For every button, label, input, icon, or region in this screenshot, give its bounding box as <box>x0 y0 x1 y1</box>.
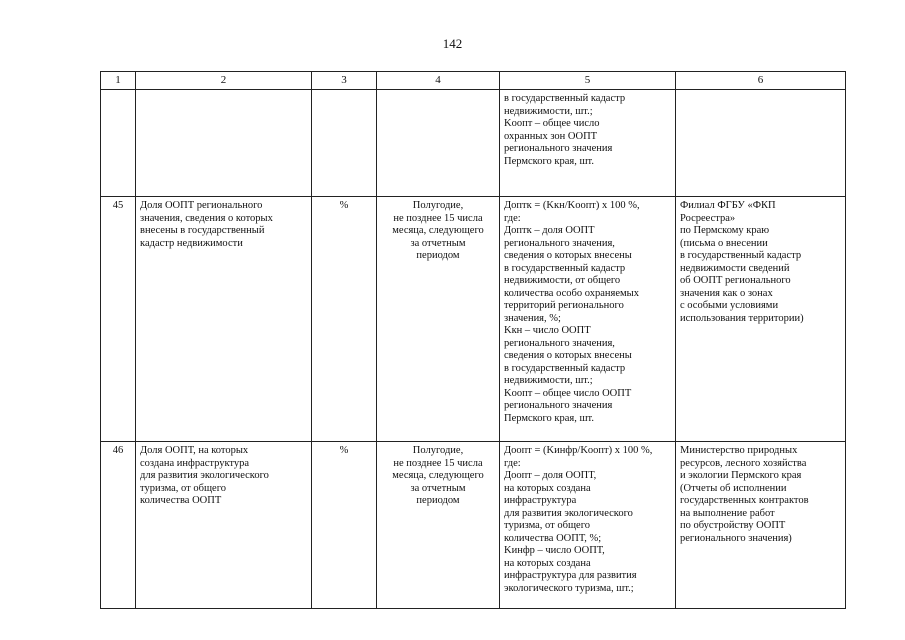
source-cell <box>676 197 846 442</box>
text-line: Доптк – доля ООПТ <box>504 225 595 236</box>
column-header: 2 <box>136 72 312 90</box>
column-header: 3 <box>312 72 377 90</box>
text-line: Полугодие, <box>412 445 464 456</box>
text-line: в государственный кадастр <box>680 250 802 261</box>
text-line: регионального значения <box>504 143 613 154</box>
text-line: об ООПТ регионального <box>680 275 791 286</box>
text-line: за отчетным <box>410 237 466 249</box>
text-line: по обустройству ООПТ <box>680 520 786 531</box>
text-line: Kоопт – общее число ООПТ <box>504 387 632 399</box>
text-line: за отчетным <box>410 482 466 494</box>
text-line: недвижимости, шт.; <box>504 375 593 386</box>
source-cell <box>676 442 846 609</box>
text-line: в государственный кадастр <box>504 93 626 104</box>
formula-cell <box>500 197 676 442</box>
text-line: Доопт – доля ООПТ, <box>504 470 597 481</box>
text-line: недвижимости, от общего <box>504 275 621 286</box>
text-line: значения, сведения о которых <box>140 212 273 224</box>
text-line: Доля ООПТ регионального <box>140 200 263 211</box>
text-line: значения, %; <box>504 312 561 324</box>
text-line: периодом <box>416 495 460 506</box>
text-line: сведения о которых внесены <box>504 250 632 261</box>
period-cell <box>377 197 500 442</box>
text-line: охранных зон ООПТ <box>504 130 598 142</box>
text-line: и экологии Пермского края <box>680 470 802 481</box>
column-header: 1 <box>101 72 136 90</box>
text-line: количества ООПТ <box>140 495 222 506</box>
text-line: Министерство природных <box>680 445 798 456</box>
text-line: на которых создана <box>504 482 591 494</box>
text-line: Kинфр – число ООПТ, <box>504 545 605 556</box>
unit-cell <box>312 197 377 442</box>
row-number-cell <box>101 442 136 609</box>
text-line: не позднее 15 числа <box>393 212 483 224</box>
text-line: количества особо охраняемых <box>504 287 639 299</box>
text-line: (Отчеты об исполнении <box>680 482 787 494</box>
text-line: регионального значения, <box>504 337 615 349</box>
text-line: внесены в государственный <box>140 225 265 236</box>
text-line: для развития экологического <box>140 470 269 481</box>
formula-cell <box>500 90 676 197</box>
text-line: для развития экологического <box>504 507 633 519</box>
text-line: периодом <box>416 250 460 261</box>
column-header: 6 <box>676 72 846 90</box>
text-line: Доля ООПТ, на которых <box>140 445 249 456</box>
text-line: сведения о которых внесены <box>504 350 632 361</box>
table-row <box>101 197 846 442</box>
text-line: Доптк = (Kкн/Kоопт) x 100 %, <box>504 200 640 211</box>
column-header: 4 <box>377 72 500 90</box>
period-cell <box>377 442 500 609</box>
text-line: Росреестра» <box>680 212 736 224</box>
indicators-table <box>100 71 846 609</box>
text-line: Филиал ФГБУ «ФКП <box>680 200 776 211</box>
row-number-cell <box>101 90 136 197</box>
text-line: кадастр недвижимости <box>140 237 243 249</box>
indicator-name-cell <box>136 197 312 442</box>
text-line: регионального значения) <box>680 532 792 544</box>
indicator-name-cell <box>136 90 312 197</box>
text-line: Пермского края, шт. <box>504 412 594 424</box>
text-line: месяца, следующего <box>392 470 484 481</box>
table-row <box>101 442 846 609</box>
text-line: значения как о зонах <box>680 287 773 299</box>
text-line: регионального значения, <box>504 237 615 249</box>
text-line: Kоопт – общее число <box>504 118 600 129</box>
text-line: месяца, следующего <box>392 225 484 236</box>
page-number: 142 <box>442 36 463 51</box>
period-cell <box>377 90 500 197</box>
text-line: где: <box>504 212 521 224</box>
text-line: на которых создана <box>504 557 591 569</box>
text-line: государственных контрактов <box>680 495 809 506</box>
text-line: инфраструктура для развития <box>504 570 637 581</box>
text-line: Доопт = (Kинфр/Kоопт) x 100 %, <box>504 445 653 456</box>
text-line: использования территории) <box>680 312 804 324</box>
text-line: туризма, от общего <box>140 482 227 494</box>
text-line: ресурсов, лесного хозяйства <box>680 457 807 469</box>
text-line: инфраструктура <box>504 495 577 506</box>
text-line: туризма, от общего <box>504 520 591 531</box>
row-number-cell <box>101 197 136 442</box>
formula-cell <box>500 442 676 609</box>
unit-cell <box>312 442 377 609</box>
text-line: где: <box>504 457 521 469</box>
text-line: с особыми условиями <box>680 300 779 311</box>
unit: % <box>339 200 349 211</box>
text-line: регионального значения <box>504 400 613 411</box>
unit-cell <box>312 90 377 197</box>
text-line: не позднее 15 числа <box>393 457 483 469</box>
source-cell <box>676 90 846 197</box>
column-header: 5 <box>500 72 676 90</box>
text-line: недвижимости, шт.; <box>504 105 593 117</box>
text-line: территорий регионального <box>504 300 624 311</box>
row-number: 46 <box>112 445 124 456</box>
text-line: в государственный кадастр <box>504 362 626 374</box>
indicator-name-cell <box>136 442 312 609</box>
text-line: количества ООПТ, %; <box>504 532 602 544</box>
text-line: Пермского края, шт. <box>504 155 594 167</box>
text-line: экологического туризма, шт.; <box>504 582 634 594</box>
text-line: (письма о внесении <box>680 237 768 249</box>
text-line: недвижимости сведений <box>680 262 790 274</box>
text-line: в государственный кадастр <box>504 262 626 274</box>
text-line: создана инфраструктура <box>140 457 250 469</box>
table-row <box>101 90 846 197</box>
text-line: на выполнение работ <box>680 507 775 519</box>
text-line: Kкн – число ООПТ <box>504 325 591 336</box>
row-number: 45 <box>112 200 124 211</box>
unit: % <box>339 445 349 456</box>
text-line: по Пермскому краю <box>680 225 770 236</box>
header-row <box>101 72 846 90</box>
text-line: Полугодие, <box>412 200 464 211</box>
